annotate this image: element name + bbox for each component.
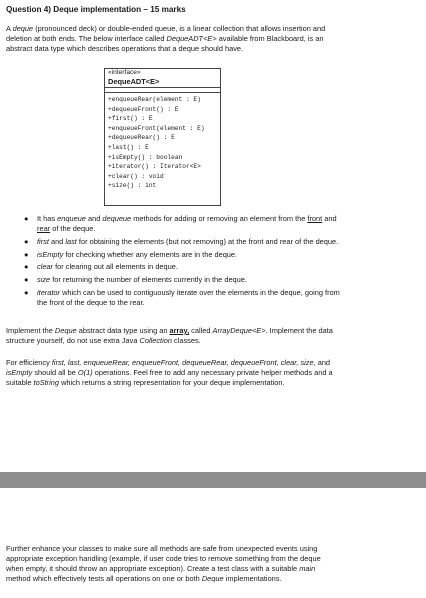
text: deletion at both ends. The below interface called [6,34,167,43]
list-item: ● isEmpty for checking whether any elements are in the deque. [24,249,238,259]
uml-operation: +dequeueRear() : E [108,134,175,142]
uml-operation: +enqueueFront(element : E) [108,124,205,132]
term-deque: deque [12,24,34,33]
list-item: ● clear for clearing out all elements in deque. [24,262,178,272]
uml-operation: +first() : E [108,115,153,123]
bullet-icon: ● [24,249,29,259]
interface-name: DequeADT<E> [166,34,217,43]
text: abstract data type which describes operations that a deque should have. [6,44,244,53]
list-item: ● size for returning the number of elements currently in the deque. [24,275,247,285]
page-separator [0,472,426,488]
list-item: ● It has enqueue and dequeue methods for adding or removing an element from the front and rear of the deque. [24,214,337,233]
further-paragraph: Further enhance your classes to make sure all methods are safe from unexpected events using appropriate exception handling (example, if user code tries to remove something from the deque when empty, it should throw an appropriate exception). Create a test class with a suitable main method which effectively tests all operations on one or both Deque implementations. [6,544,321,583]
bullet-icon: ● [24,214,29,223]
efficiency-paragraph: For efficiency first, last, enqueueRear, enqueueFront, dequeueRear, dequeueFront, clear, size, and isEmpty should all be O(1) operations. Feel free to add any necessary private helper methods and a suitable toString which returns a string representation for your deque implementation. [6,358,333,387]
question-heading: Question 4) Deque implementation – 15 marks [6,5,186,14]
uml-operation: +clear() : void [108,172,164,180]
uml-operation: +enqueueRear(element : E) [108,96,201,103]
uml-operation: +isEmpty() : boolean [108,153,183,161]
document-page-2 [0,488,426,598]
uml-operation: +size() : int [108,182,157,190]
uml-operations-section [105,93,220,191]
bullet-list [24,214,419,311]
list-item: ● first and last for obtaining the elements (but not removing) at the front and rear of the deque. [24,236,339,246]
implement-paragraph: Implement the Deque abstract data type using an array, called ArrayDeque<E>. Implement the data structure yourself, do not use extra Java Collection classes. [6,326,333,345]
bullet-icon: ● [24,275,29,285]
uml-interface-diagram [104,68,221,206]
intro-paragraph [6,24,418,54]
bullet-icon: ● [24,236,29,246]
text: (pronounced deck) or double-ended queue, is a linear collection that allows insertion and [33,24,326,33]
uml-operation: +iterator() : Iterator<E> [108,163,201,171]
text: available from Blackboard, is an [216,34,324,43]
bullet-icon: ● [24,287,29,297]
uml-stereotype: «interface» [108,69,141,76]
uml-operation: +dequeueFront() : E [108,105,179,113]
list-item: ● iterator which can be used to contiguously iterate over the elements in the deque, going from the front of the deque to the rear. [24,287,340,307]
uml-class-name: DequeADT<E> [108,77,160,86]
uml-header [105,69,220,88]
text: A [6,24,13,33]
uml-operation: +last() : E [108,143,149,151]
bullet-icon: ● [24,262,29,272]
